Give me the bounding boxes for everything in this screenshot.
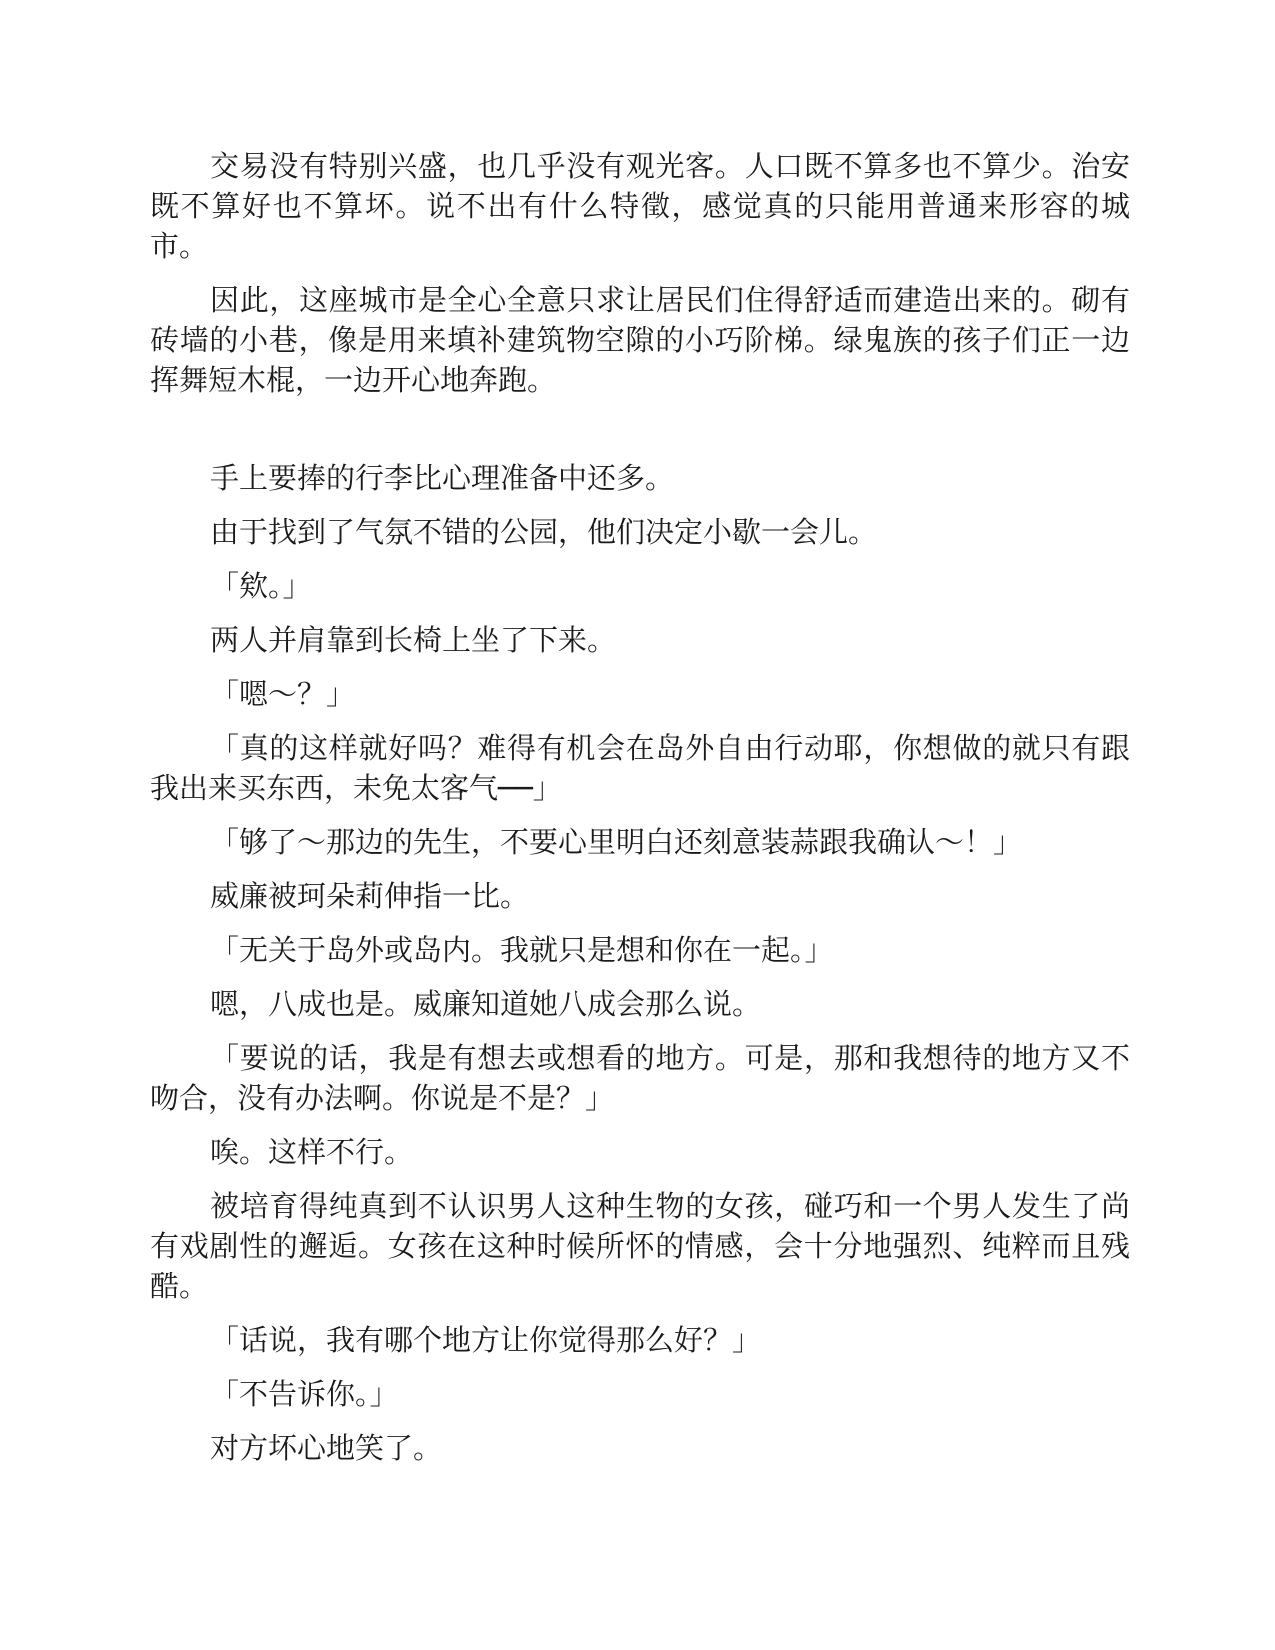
dialogue-line: 「嗯～？」 xyxy=(210,677,356,711)
dialogue-line: 「欸。」 xyxy=(210,569,312,603)
document-page xyxy=(150,146,1130,1482)
paragraph-park-rest: 由于找到了气氛不错的公园，他们决定小歇一会儿。 xyxy=(210,515,878,549)
dialogue-line: 「无关于岛外或岛内。我就只是想和你在一起。」 xyxy=(210,933,834,967)
paragraph-smile: 对方坏心地笑了。 xyxy=(210,1431,443,1465)
paragraph-city-purpose: 因此，这座城市是全心全意只求让居民们住得舒适而建造出来的。砌有砖墙的小巷，像是用来填补建筑物空隙的小巧阶梯。绿鬼族的孩子们正一边挥舞短木棍，一边开心地奔跑。 xyxy=(150,283,1130,397)
paragraph-bench: 两人并肩靠到长椅上坐了下来。 xyxy=(210,623,617,657)
paragraph-pointed: 威廉被珂朵莉伸指一比。 xyxy=(210,879,530,913)
dialogue-line: 「话说，我有哪个地方让你觉得那么好？」 xyxy=(210,1323,762,1357)
paragraph-william-knew: 嗯，八成也是。威廉知道她八成会那么说。 xyxy=(210,987,762,1021)
paragraph-city-description: 交易没有特别兴盛，也几乎没有观光客。人口既不算多也不算少。治安既不算好也不算坏。说不出有什么特徵，感觉真的只能用普通来形容的城市。 xyxy=(150,149,1130,263)
paragraph-sigh: 唉。这样不行。 xyxy=(210,1135,414,1169)
dialogue-line: 「真的这样就好吗？难得有机会在岛外自由行动耶，你想做的就只有跟我出来买东西，未免太客气──」 xyxy=(150,731,1130,805)
dialogue-line: 「够了～那边的先生，不要心里明白还刻意装蒜跟我确认～！」 xyxy=(210,825,1023,859)
dialogue-line: 「不告诉你。」 xyxy=(210,1377,399,1411)
paragraph-luggage: 手上要捧的行李比心理准备中还多。 xyxy=(210,461,675,495)
paragraph-girl-feelings: 被培育得纯真到不认识男人这种生物的女孩，碰巧和一个男人发生了尚有戏剧性的邂逅。女孩在这种时候所怀的情感，会十分地强烈、纯粹而且残酷。 xyxy=(150,1189,1130,1303)
dialogue-line: 「要说的话，我是有想去或想看的地方。可是，那和我想待的地方又不吻合，没有办法啊。你说是不是？」 xyxy=(150,1041,1130,1115)
